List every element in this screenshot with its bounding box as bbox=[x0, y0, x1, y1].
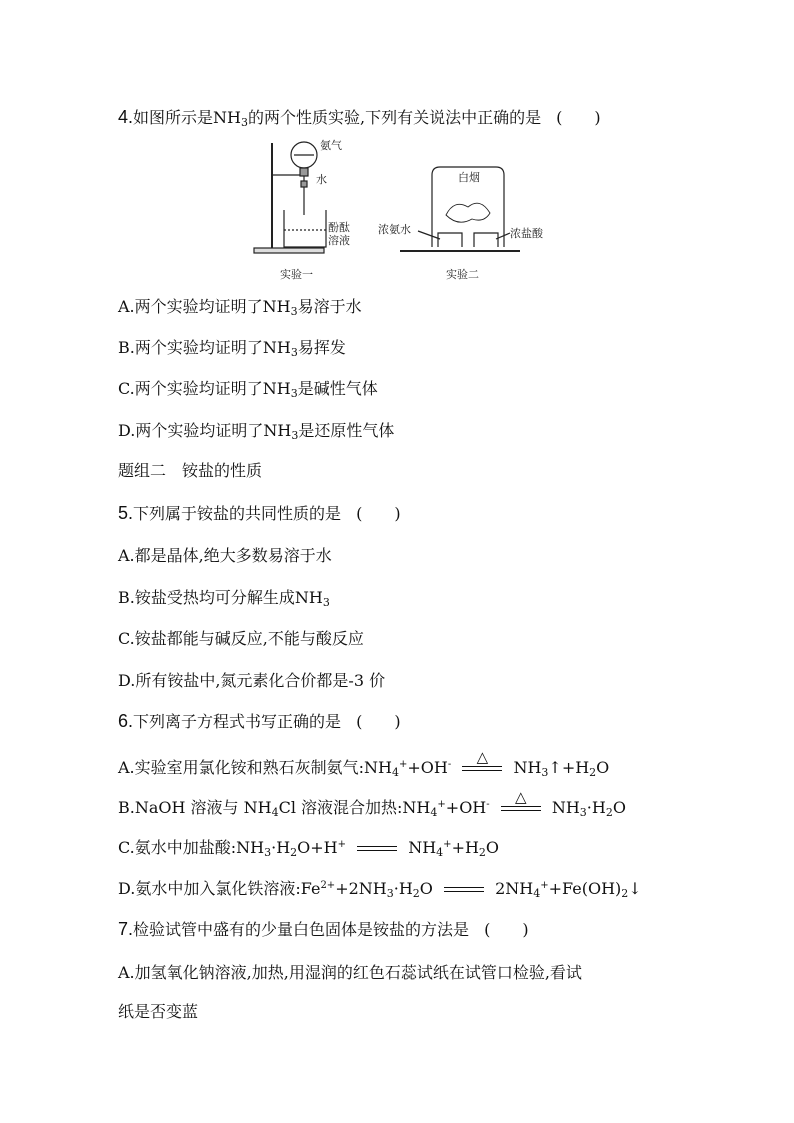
question-7-option-a-line-1: A.加氢氧化钠溶液,加热,用湿润的红色石蕊试纸在试管口检验,看试 bbox=[118, 963, 582, 982]
equals-arrow bbox=[444, 885, 484, 895]
label-water: 水 bbox=[316, 173, 327, 186]
experiment-1-apparatus bbox=[254, 142, 326, 253]
question-4-option-a: A.两个实验均证明了$NH_3$易溶于水 bbox=[118, 297, 362, 318]
question-7-stem: 7.检验试管中盛有的少量白色固体是铵盐的方法是 ( ) bbox=[118, 919, 529, 939]
section-title: 题组二 铵盐的性质 bbox=[118, 461, 263, 480]
question-number: 6. bbox=[118, 711, 134, 731]
question-number: 4. bbox=[118, 107, 134, 127]
answer-paren: ( ) bbox=[484, 920, 529, 939]
question-4-stem: 4.如图所示是$NH_3$的两个性质实验,下列有关说法中正确的是 ( ) bbox=[118, 107, 601, 129]
question-4-option-c: C.两个实验均证明了$NH_3$是碱性气体 bbox=[118, 379, 378, 400]
label-concentrated-hcl: 浓盐酸 bbox=[510, 227, 543, 240]
answer-paren: ( ) bbox=[356, 712, 401, 731]
experiment-diagram bbox=[240, 135, 560, 285]
answer-paren: ( ) bbox=[356, 504, 401, 523]
question-5-option-a: A.都是晶体,绝大多数易溶于水 bbox=[118, 546, 332, 565]
question-6-stem: 6.下列离子方程式书写正确的是 ( ) bbox=[118, 711, 401, 731]
label-concentrated-ammonia: 浓氨水 bbox=[378, 223, 411, 236]
heat-equals-arrow bbox=[501, 787, 541, 814]
question-5-stem: 5.下列属于铵盐的共同性质的是 ( ) bbox=[118, 503, 401, 523]
question-5-option-d: D.所有铵盐中,氮元素化合价都是-3 价 bbox=[118, 671, 386, 690]
equals-arrow bbox=[357, 844, 397, 854]
question-5-option-c: C.铵盐都能与碱反应,不能与酸反应 bbox=[118, 629, 364, 648]
question-number: 5. bbox=[118, 503, 134, 523]
heat-symbol: △ bbox=[476, 747, 489, 766]
question-number: 7. bbox=[118, 919, 134, 939]
heat-symbol: △ bbox=[514, 787, 527, 806]
question-6-option-b: B.NaOH 溶液与 $NH_4Cl$ 溶液混合加热$:NH_4^++OH^-$ △ $NH_3\cdot H_2O$ bbox=[118, 787, 626, 819]
question-4-option-d: D.两个实验均证明了$NH_3$是还原性气体 bbox=[118, 421, 395, 442]
experiment-2-caption: 实验二 bbox=[446, 268, 479, 281]
label-phenolphthalein-2: 溶液 bbox=[328, 234, 350, 247]
label-ammonia: 氨气 bbox=[320, 139, 342, 152]
answer-paren: ( ) bbox=[556, 108, 601, 127]
question-6-option-d: D.氨水中加入氯化铁溶液$:Fe^{2+}+2NH_3\cdot H_2O$ $2NH_4^++Fe(OH)_2↓$ bbox=[118, 879, 642, 900]
question-4-option-b: B.两个实验均证明了$NH_3$易挥发 bbox=[118, 338, 346, 359]
question-5-option-b: B.铵盐受热均可分解生成$NH_3$ bbox=[118, 588, 330, 609]
experiment-1-caption: 实验一 bbox=[280, 268, 313, 281]
question-6-option-c: C.氨水中加盐酸$:NH_3\cdot H_2O+H^+$ $NH_4^++H_2O$ bbox=[118, 838, 500, 859]
label-phenolphthalein-1: 酚酞 bbox=[328, 221, 350, 234]
question-7-option-a-line-2: 纸是否变蓝 bbox=[118, 1002, 199, 1021]
question-6-option-a: A.实验室用氯化铵和熟石灰制氨气$:NH_4^++OH^-$ △ $NH_3↑+H_2O$ bbox=[118, 747, 610, 779]
label-white-smoke: 白烟 bbox=[458, 171, 480, 184]
heat-equals-arrow bbox=[462, 747, 502, 774]
